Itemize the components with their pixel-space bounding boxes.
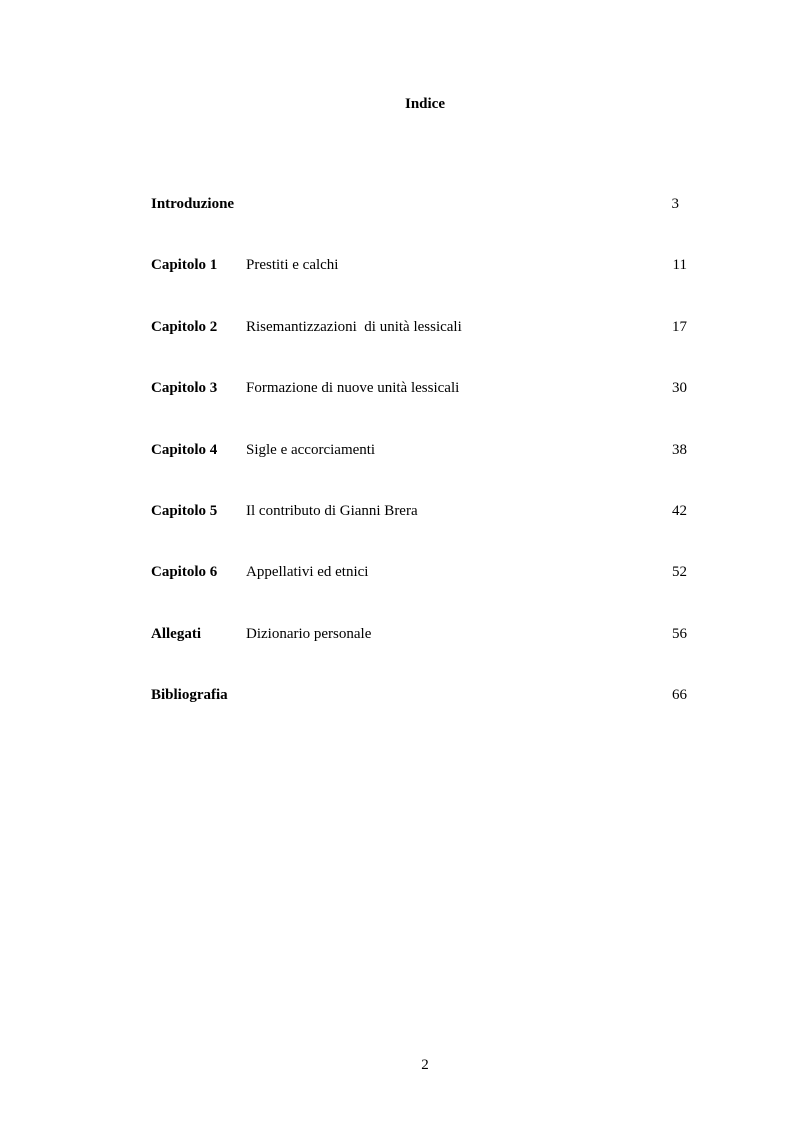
toc-entry-page: 66 [672, 687, 687, 704]
toc-entry-title: Risemantizzazioni di unità lessicali [246, 318, 462, 335]
toc-entry-capitolo-4 [151, 442, 687, 503]
toc-entry-page: 17 [672, 318, 687, 335]
toc-entry-label: Capitolo 6 [151, 564, 218, 581]
toc-entry-capitolo-6 [151, 564, 687, 625]
toc-entry-page: 56 [672, 625, 687, 642]
toc-entry-title: Appellativi ed etnici [246, 564, 369, 581]
toc-entry-label: Introduzione [151, 196, 235, 212]
table-of-contents [151, 196, 687, 749]
toc-entry-title: Sigle e accorciamenti [246, 441, 376, 458]
toc-entry-page: 30 [672, 380, 687, 397]
toc-entry-label: Bibliografia [151, 687, 228, 704]
toc-entry-page: 11 [672, 257, 687, 274]
toc-entry-page: 3 [671, 196, 679, 212]
toc-entry-title: Dizionario personale [246, 625, 372, 642]
toc-entry-label: Capitolo 3 [151, 380, 218, 397]
toc-entry-capitolo-3 [151, 380, 687, 441]
toc-entry-capitolo-5 [151, 503, 687, 564]
toc-entry-introduzione [151, 196, 687, 257]
toc-entry-capitolo-2 [151, 319, 687, 380]
toc-entry-label: Capitolo 4 [151, 441, 218, 458]
toc-entry-capitolo-1 [151, 257, 687, 318]
toc-entry-title: Il contributo di Gianni Brera [246, 502, 418, 519]
toc-entry-label: Capitolo 5 [151, 502, 218, 519]
toc-entry-allegati [151, 626, 687, 687]
page-number: 2 [421, 1057, 429, 1073]
toc-entry-bibliografia [151, 687, 687, 748]
toc-entry-label: Capitolo 1 [151, 257, 218, 274]
page-title: Indice [404, 96, 445, 112]
toc-entry-title: Prestiti e calchi [246, 257, 339, 274]
toc-entry-label: Capitolo 2 [151, 318, 218, 335]
toc-entry-page: 52 [672, 564, 687, 581]
toc-entry-title: Formazione di nuove unità lessicali [246, 380, 460, 397]
toc-entry-page: 42 [672, 502, 687, 519]
toc-entry-page: 38 [672, 441, 687, 458]
toc-entry-label: Allegati [151, 625, 201, 642]
